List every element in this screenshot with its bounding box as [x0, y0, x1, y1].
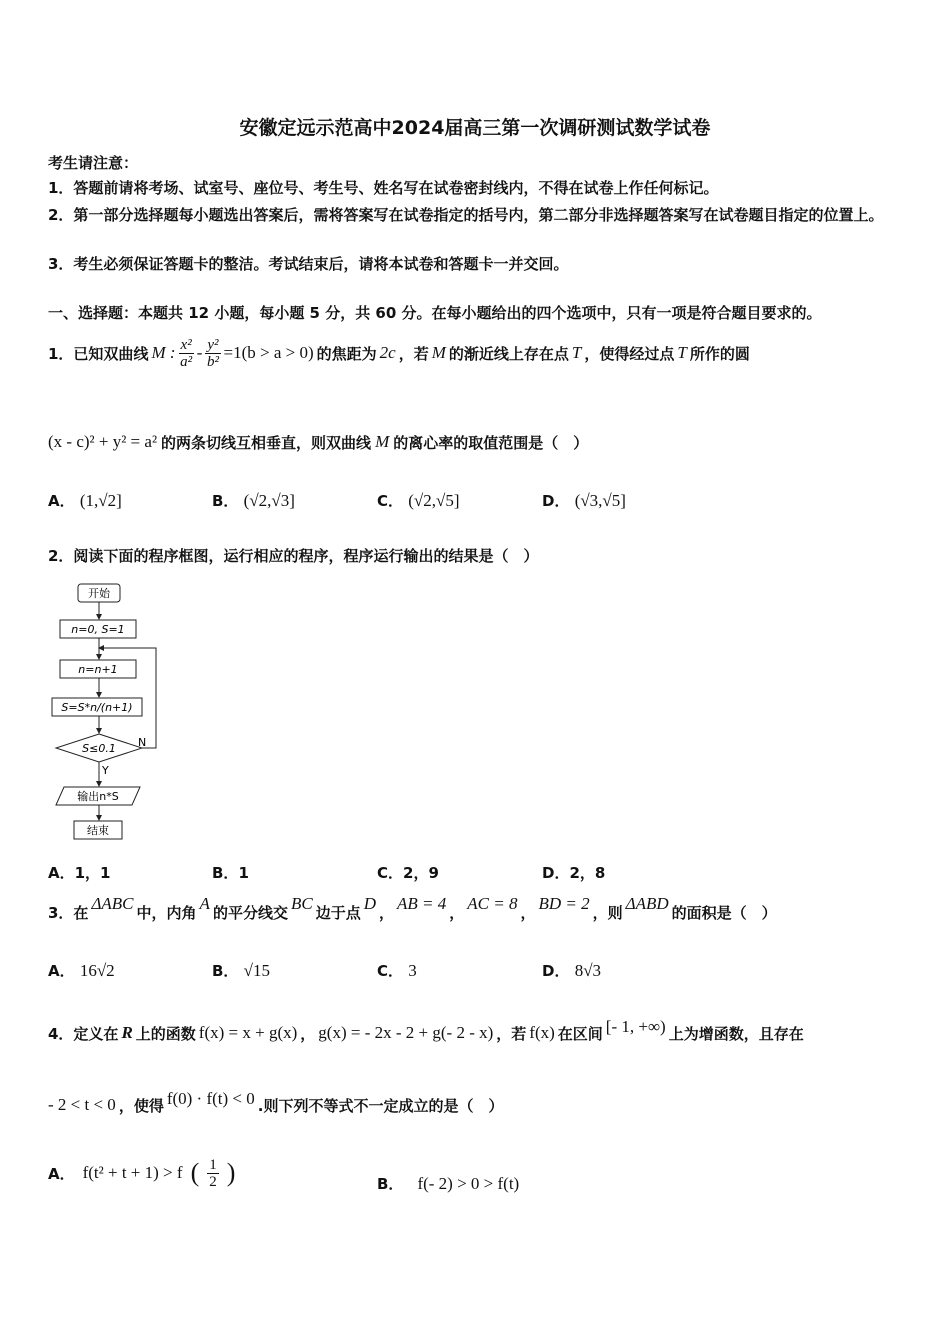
option[interactable]: C．2，9 — [377, 864, 439, 882]
math: g(x) = - 2x - 2 + g(- 2 - x) — [318, 1023, 494, 1042]
flow-step2 — [52, 698, 142, 716]
option[interactable]: B．1 — [212, 864, 249, 882]
fraction: $\frac{\text{x²}}{\text{a²}}$ — [180, 336, 193, 370]
question-1-cont — [48, 427, 588, 457]
svg-text:结束: 结束 — [87, 824, 109, 837]
option[interactable]: D．2，8 — [542, 864, 606, 882]
math: f(x) — [529, 1023, 555, 1042]
math: f(x) = x + g(x) — [198, 1023, 298, 1042]
option[interactable]: C． (√2,√5] — [377, 491, 460, 510]
notice-item: 3．考生必须保证答题卡的整洁。考试结束后，请将本试卷和答题卡一并交回。 — [48, 255, 569, 273]
flow-no-label: N — [138, 736, 147, 749]
option[interactable]: C． 3 — [377, 961, 417, 980]
math: (x - c)² + y² = a² — [48, 432, 158, 451]
math: f(- 2) > 0 > f(t) — [417, 1173, 520, 1193]
svg-text:n=0, S=1: n=0, S=1 — [71, 623, 125, 636]
flow-init — [60, 620, 136, 638]
option[interactable]: A． (1,√2] — [48, 491, 122, 510]
question-3: 3．在 ΔABC 中，内角 A 的平分线交 BC 边于点 D ， AB = 4 ， AC = 8 ， BD = 2 ，则 ΔABD 的面积是（ ） — [48, 894, 777, 922]
question-text: ，使得经过点 — [584, 344, 675, 363]
question-text: 所作的圆 — [689, 344, 750, 363]
flow-step1 — [60, 660, 136, 678]
math: A — [199, 894, 210, 913]
math: f(0) · f(t) < 0 — [166, 1089, 255, 1108]
question-text: 的离心率的取值范围是（ ） — [393, 433, 589, 452]
question-text: 1．已知双曲线 — [48, 344, 149, 363]
svg-text:输出n*S: 输出n*S — [77, 790, 119, 803]
flow-yes-label: Y — [102, 764, 109, 777]
svg-text:开始: 开始 — [88, 587, 110, 600]
fraction: $\frac{\text{y²}}{\text{b²}}$ — [206, 336, 219, 370]
option[interactable]: A． 16√2 — [48, 961, 115, 980]
math: AB = 4 — [397, 894, 447, 913]
option[interactable]: B． √15 — [212, 961, 271, 980]
math: BD = 2 — [538, 894, 590, 913]
section-heading: 一、选择题：本题共 12 小题，每小题 5 分，共 60 分。在每小题给出的四个选项中，只有一项是符合题目要求的。 — [48, 304, 822, 322]
option[interactable]: B． (√2,√3] — [212, 491, 295, 510]
question-4: 4．定义在 R 上的函数 f(x) = x + g(x) ， g(x) = - 2x - 2 + g(- 2 - x) ，若 f(x) 在区间 [- 1, +∞) 上为增函数，且存在 — [48, 1017, 804, 1043]
math: f(t² + t + 1) > f — [82, 1163, 183, 1182]
option[interactable]: D． 8√3 — [542, 961, 602, 980]
question-1: 1．已知双曲线 M : $\frac{\text{x²}}{\text{a²}}$ - $\frac{\text{y²}}{\text{b²}}$ =1(b > a > 0) 的焦距为 2c ，若 M 的渐近线上存在点 T ，使得经过点 T 所作的圆 — [48, 336, 750, 370]
notice-item: 2．第一部分选择题每小题选出答案后，需将答案写在试卷指定的括号内，第二部分非选择题答案写在试卷题目指定的位置上。 — [48, 206, 884, 224]
math: T — [677, 343, 687, 362]
math: M : — [151, 343, 176, 362]
math: R — [121, 1023, 133, 1042]
flowchart — [48, 578, 178, 843]
option[interactable]: B． f(- 2) > 0 > f(t) — [377, 1173, 520, 1193]
option[interactable]: A．1，1 — [48, 864, 111, 882]
fraction: $\frac{1}{2}$ — [209, 1156, 217, 1190]
svg-text:S=S*n/(n+1): S=S*n/(n+1) — [61, 701, 133, 714]
flow-end — [74, 821, 122, 839]
math: M — [431, 343, 446, 362]
math: T — [571, 343, 582, 362]
question-text: 的焦距为 — [316, 344, 377, 363]
math: D — [363, 894, 376, 913]
question-text: ，若 — [398, 344, 429, 363]
math: AC = 8 — [467, 894, 518, 913]
flow-start — [78, 584, 120, 602]
question-text: 的两条切线互相垂直，则双曲线 — [161, 433, 372, 452]
question-4-cont: - 2 < t < 0 ，使得 f(0) · f(t) < 0 .则下列不等式不一定成立的是（ ） — [48, 1089, 504, 1115]
option[interactable]: A． f(t² + t + 1) > f ( $\frac{1}{2}$ ) — [48, 1156, 236, 1190]
svg-text:n=n+1: n=n+1 — [78, 663, 118, 676]
math: M — [375, 432, 390, 451]
option[interactable]: D． (√3,√5] — [542, 491, 626, 510]
flow-output — [56, 787, 140, 805]
math: ΔABD — [625, 894, 669, 913]
notice-heading: 考生请注意： — [48, 154, 139, 172]
math: =1(b > a > 0) — [223, 343, 314, 362]
math: [- 1, +∞) — [605, 1017, 666, 1036]
question-2: 2．阅读下面的程序框图，运行相应的程序，程序运行输出的结果是（ ） — [48, 547, 539, 565]
math: BC — [290, 894, 313, 913]
svg-text:S≤0.1: S≤0.1 — [82, 742, 116, 755]
math: ΔABC — [91, 894, 134, 913]
flow-condition — [56, 734, 142, 762]
math: - 2 < t < 0 — [48, 1095, 116, 1114]
page-title: 安徽定远示范高中2024届高三第一次调研测试数学试卷 — [239, 117, 711, 139]
math: 2c — [379, 343, 396, 362]
question-text: 的渐近线上存在点 — [448, 344, 569, 363]
notice-item: 1．答题前请将考场、试室号、座位号、考生号、姓名写在试卷密封线内，不得在试卷上作任何标记。 — [48, 179, 719, 197]
